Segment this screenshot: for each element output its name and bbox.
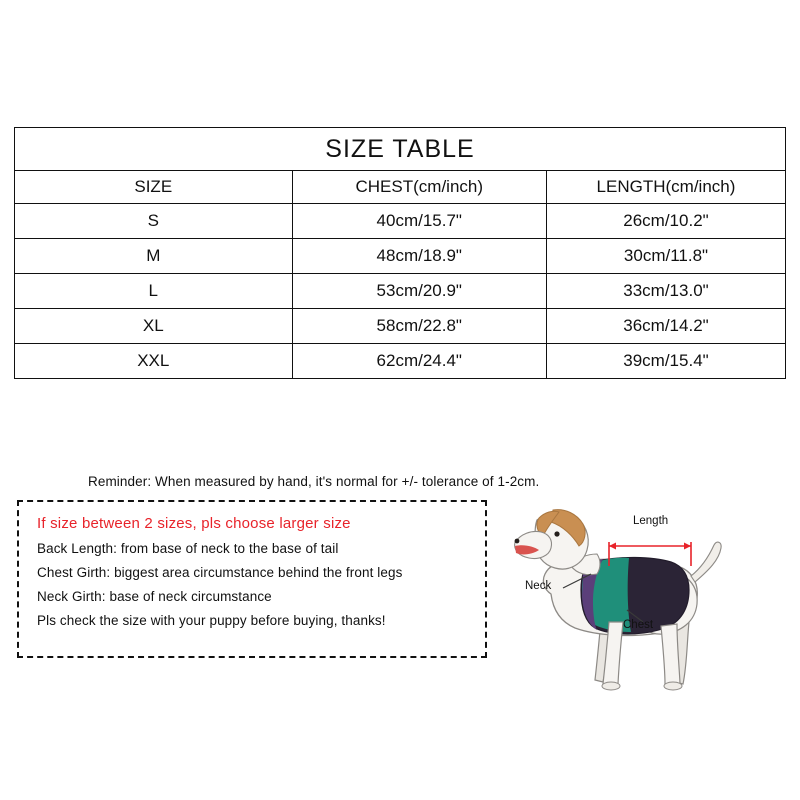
note-line-check-size: Pls check the size with your puppy before buying, thanks! xyxy=(37,613,386,628)
page-title: SIZE TABLE xyxy=(15,128,786,171)
neck-label: Neck xyxy=(525,580,552,592)
dog-paw-hind xyxy=(664,682,682,690)
cell-chest: 40cm/15.7" xyxy=(292,204,546,239)
cell-length: 26cm/10.2" xyxy=(546,204,785,239)
table-row xyxy=(15,309,786,344)
cell-length: 39cm/15.4" xyxy=(546,344,785,379)
cell-chest: 58cm/22.8" xyxy=(292,309,546,344)
chest-label: Chest xyxy=(623,619,654,631)
length-arrow-head-right xyxy=(684,543,691,550)
length-arrow-head-left xyxy=(609,543,616,550)
note-title: If size between 2 sizes, pls choose larger size xyxy=(37,515,351,532)
cell-size: XL xyxy=(15,309,293,344)
dog-hind-leg xyxy=(661,624,680,687)
size-table-container xyxy=(14,127,786,379)
table-row xyxy=(15,344,786,379)
dog-illustration xyxy=(505,470,785,710)
table-row xyxy=(15,274,786,309)
cell-size: XXL xyxy=(15,344,293,379)
note-line-chest-girth: Chest Girth: biggest area circumstance behind the front legs xyxy=(37,565,403,580)
cell-size: S xyxy=(15,204,293,239)
dog-paw-front xyxy=(602,682,620,690)
table-row xyxy=(15,239,786,274)
dog-nose xyxy=(515,539,520,544)
column-header-chest: CHEST(cm/inch) xyxy=(292,171,546,204)
cell-length: 33cm/13.0" xyxy=(546,274,785,309)
column-header-length: LENGTH(cm/inch) xyxy=(546,171,785,204)
table-row xyxy=(15,204,786,239)
cell-chest: 62cm/24.4" xyxy=(292,344,546,379)
reminder-text: Reminder: When measured by hand, it's normal for +/- tolerance of 1-2cm. xyxy=(88,474,540,489)
table-header-row xyxy=(15,171,786,204)
note-line-neck-girth: Neck Girth: base of neck circumstance xyxy=(37,589,272,604)
cell-chest: 53cm/20.9" xyxy=(292,274,546,309)
dog-eye xyxy=(554,531,559,536)
cell-length: 30cm/11.8" xyxy=(546,239,785,274)
column-header-size: SIZE xyxy=(15,171,293,204)
cell-chest: 48cm/18.9" xyxy=(292,239,546,274)
cell-size: L xyxy=(15,274,293,309)
length-label: Length xyxy=(633,515,669,527)
cell-length: 36cm/14.2" xyxy=(546,309,785,344)
dog-tail xyxy=(691,542,721,582)
table-title-row xyxy=(15,128,786,171)
dog-muzzle xyxy=(515,531,552,558)
note-line-back-length: Back Length: from base of neck to the base of tail xyxy=(37,541,339,556)
size-table xyxy=(14,127,786,379)
cell-size: M xyxy=(15,239,293,274)
note-box xyxy=(17,500,487,658)
